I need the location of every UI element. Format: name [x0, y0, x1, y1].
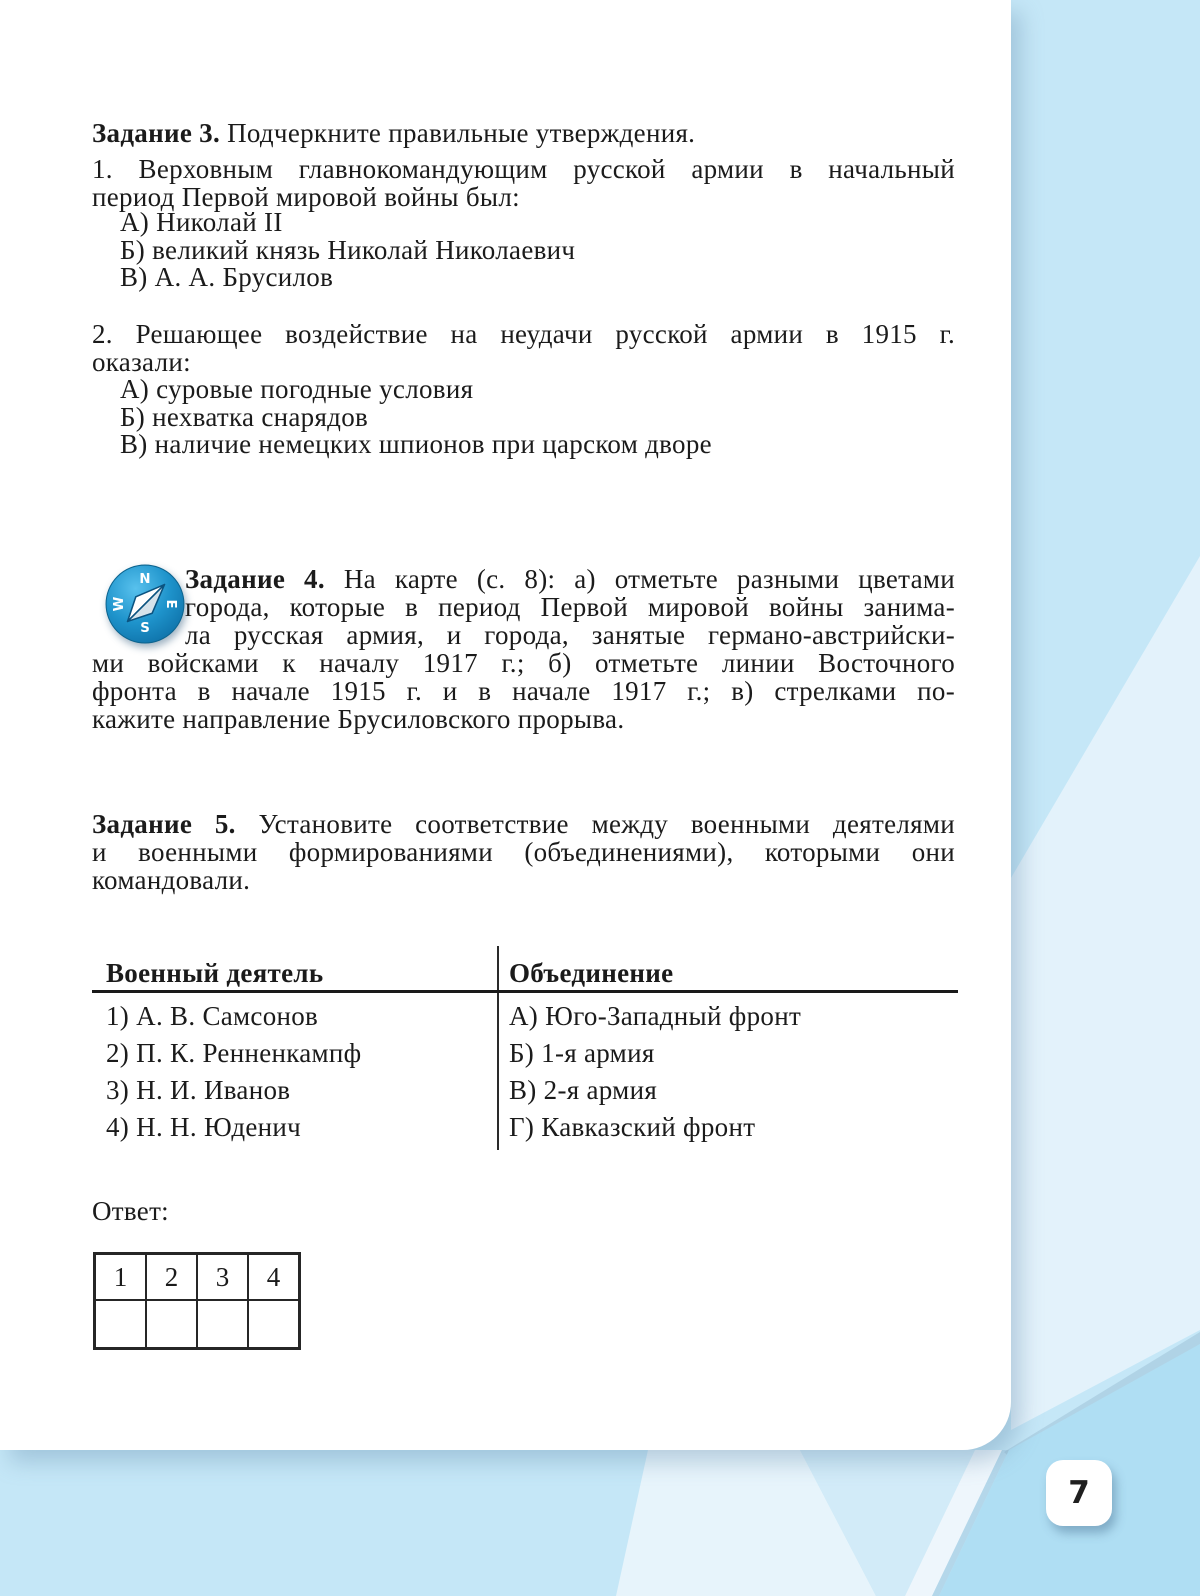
- task4-line-5: фронта в начале 1915 г. и в начале 1917 г.; в) стрелками по-: [92, 676, 955, 706]
- answer-cell-3[interactable]: [197, 1300, 248, 1349]
- matching-unit-b: Б) 1-я армия: [509, 1038, 655, 1068]
- answer-cell-1[interactable]: [95, 1300, 147, 1349]
- task4-line-1-text: На карте (с. 8): а) отметьте разными цветами: [343, 564, 955, 594]
- answer-cell-2[interactable]: [146, 1300, 197, 1349]
- task5-line-1: [92, 810, 955, 838]
- matching-person-1: 1) А. В. Самсонов: [106, 1001, 319, 1031]
- answer-grid-number-row: [95, 1254, 300, 1301]
- matching-col1-header: Военный деятель: [106, 958, 324, 988]
- task3-q1-option-b[interactable]: Б) великий князь Николай Николаевич: [120, 234, 576, 265]
- task3-q2-line-1: 2. Решающее воздействие на неудачи русской армии в 1915 г.: [92, 319, 955, 349]
- task4-line-3: ла русская армия, и города, занятые германо-австрийски-: [185, 620, 955, 650]
- answer-number-2: 2: [146, 1254, 197, 1301]
- task5-line-2: и военными формированиями (объединениями), которыми они: [92, 837, 955, 867]
- task4-line-4: ми войсками к началу 1917 г.; б) отметьте линии Восточного: [92, 648, 955, 678]
- task3-title: Подчеркните правильные утверждения.: [227, 118, 696, 148]
- task4-label: Задание 4.: [185, 564, 325, 594]
- compass-s-label: S: [140, 621, 150, 637]
- task3-q2-option-a[interactable]: А) суровые погодные условия: [120, 374, 474, 404]
- answer-cell-4[interactable]: [248, 1300, 300, 1349]
- matching-person-3: 3) Н. И. Иванов: [106, 1075, 291, 1105]
- compass-w-label: W: [111, 596, 127, 612]
- task3-heading: [92, 119, 955, 147]
- task3-q2-option-v[interactable]: В) наличие немецких шпионов при царском дворе: [120, 429, 712, 459]
- matching-person-4: 4) Н. Н. Юденич: [106, 1112, 302, 1142]
- task4-line-2: города, которые в период Первой мировой войны занима-: [185, 592, 955, 622]
- page-number: 7: [1068, 1475, 1090, 1511]
- task3-q1-line-1: 1. Верховным главнокомандующим русской армии в начальный: [92, 154, 955, 184]
- task3-label: Задание 3.: [92, 118, 221, 148]
- answer-grid: [93, 1252, 301, 1350]
- matching-col2-header: Объединение: [509, 958, 674, 988]
- answer-number-1: 1: [95, 1254, 147, 1301]
- matching-person-2: 2) П. К. Ренненкампф: [106, 1038, 362, 1068]
- task3-q2-option-b[interactable]: Б) нехватка снарядов: [120, 401, 369, 432]
- answer-grid-input-row: [95, 1300, 300, 1349]
- task4-line-6: кажите направление Брусиловского прорыва.: [92, 704, 625, 734]
- matching-unit-a: А) Юго-Западный фронт: [509, 1001, 802, 1031]
- task3-q1-option-v[interactable]: В) А. А. Брусилов: [120, 262, 334, 292]
- compass-e-label: E: [163, 599, 179, 609]
- matching-header-rule: [92, 990, 958, 993]
- task4-line-1: [185, 565, 955, 593]
- matching-unit-g: Г) Кавказский фронт: [509, 1112, 756, 1142]
- answer-number-4: 4: [248, 1254, 300, 1301]
- task5-line-3: командовали.: [92, 865, 251, 895]
- matching-unit-v: В) 2-я армия: [509, 1075, 658, 1105]
- answer-number-3: 3: [197, 1254, 248, 1301]
- task3-q1-options: [120, 209, 575, 292]
- compass-n-label: N: [139, 571, 151, 587]
- compass-icon: [104, 563, 186, 645]
- page-number-badge: [1046, 1460, 1112, 1526]
- matching-column-divider: [497, 946, 499, 1150]
- task3-q2-line-2: оказали:: [92, 347, 191, 377]
- task5-line-1-text: Установите соответствие между военными деятелями: [258, 809, 955, 839]
- task3-q1-line-2: период Первой мировой войны был:: [92, 182, 520, 212]
- answer-label: Ответ:: [92, 1196, 169, 1226]
- task3-q1-option-a[interactable]: А) Николай II: [120, 207, 283, 237]
- task3-q2-options: [120, 376, 712, 459]
- task5-label: Задание 5.: [92, 809, 236, 839]
